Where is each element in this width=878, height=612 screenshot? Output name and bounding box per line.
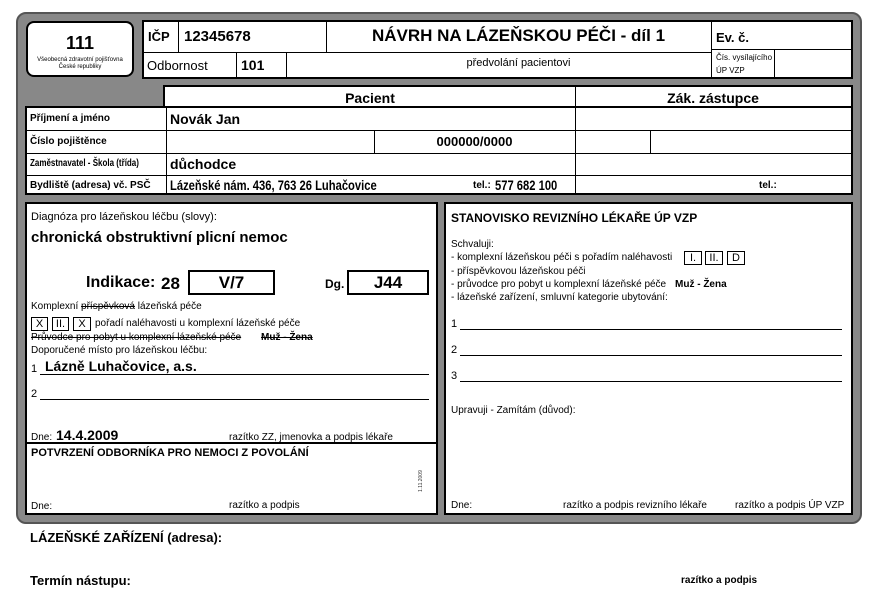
insurer-name-1: Všeobecná zdravotní pojišťovna — [37, 57, 123, 63]
approve-label: Schvaluji: — [451, 239, 494, 250]
indikace-num: 28 — [161, 274, 180, 293]
review-priority-3: D — [727, 251, 745, 265]
place1-value: Lázně Luhačovice, a.s. — [45, 358, 197, 374]
review-stamp-a: razítko a podpis revizního lékaře — [563, 500, 707, 511]
form-title: NÁVRH NA LÁZEŇSKOU PÉČI - díl 1 — [371, 26, 666, 45]
stamp2-label: razítko a podpis — [229, 500, 300, 511]
stamp-label: razítko ZZ, jmenovka a podpis lékaře — [229, 432, 393, 443]
reject-label: Upravuji - Zamítám (důvod): — [451, 405, 576, 416]
escort-sex: Muž - Žena — [261, 332, 313, 343]
care-type: Komplexní příspěvková lázeňská péče — [31, 301, 202, 312]
form-subtitle: předvolání pacientovi — [466, 57, 571, 69]
insurer-box — [26, 21, 134, 77]
patient-header — [163, 85, 853, 108]
priority-box-1: X — [31, 317, 48, 331]
approve-item-2: - příspěvkovou lázeňskou péči — [451, 266, 586, 277]
cis-vys-1: Čís. vysílajícího — [716, 53, 773, 62]
right-panel — [444, 202, 853, 515]
review-sex: Muž - Žena — [675, 279, 727, 290]
address-value: Lázeňské nám. 436, 763 26 Luhačovice — [170, 177, 377, 193]
left-panel — [25, 202, 438, 515]
diagnosis-label: Diagnóza pro lázeňskou léčbu (slovy): — [31, 211, 217, 223]
review-title: STANOVISKO REVIZNÍHO LÉKAŘE ÚP VZP — [451, 211, 698, 225]
tel2-label: tel.: — [759, 180, 777, 191]
name-value: Novák Jan — [170, 111, 241, 127]
review-line-1-num: 1 — [451, 318, 458, 330]
insurer-code: 111 — [65, 33, 95, 53]
date-value: 14.4.2009 — [56, 427, 119, 443]
tel-value: 577 682 100 — [495, 177, 558, 193]
odbornost-value: 101 — [241, 57, 265, 73]
tel-label: tel.: — [473, 180, 491, 191]
approve-item-1: - komplexní lázeňskou péči s pořadím naléhavosti — [451, 252, 673, 263]
icp-label: IČP — [148, 29, 170, 44]
employer-value: důchodce — [170, 156, 237, 172]
review-priority-2: II. — [705, 251, 723, 265]
priority-box-2: II. — [52, 317, 69, 331]
approve-item-3: - průvodce pro pobyt u komplexní lázeňské péče — [451, 279, 667, 290]
form-code: 1.11.2009 — [418, 470, 424, 492]
ev-label: Ev. č. — [716, 30, 750, 45]
indikace-code: V/7 — [188, 270, 275, 295]
date2-label: Dne: — [31, 501, 53, 512]
place2-num: 2 — [31, 388, 38, 400]
insurer-name-2: České republiky — [58, 64, 102, 70]
review-priority-1: I. — [684, 251, 702, 265]
footer-stamp-label: razítko a podpis — [681, 575, 758, 586]
indikace-label: Indikace: — [86, 274, 156, 291]
priority-box-3: X — [73, 317, 91, 331]
review-line-3-num: 3 — [451, 370, 458, 382]
header-box — [142, 20, 853, 79]
priority-text: pořadí naléhavosti u komplexní lázeňské péče — [95, 318, 301, 329]
icp-value: 12345678 — [184, 28, 251, 45]
place-label: Doporučené místo pro lázeňskou léčbu: — [31, 345, 208, 356]
address-label: Bydliště (adresa) vč. PSČ — [30, 180, 151, 191]
approve-item-4: - lázeňské zařízení, smluvní kategorie ubytování: — [451, 292, 668, 303]
col-patient: Pacient — [345, 90, 395, 106]
odbornost-label: Odbornost — [147, 58, 208, 73]
col-zak-zastupce: Zák. zástupce — [667, 90, 759, 106]
cis-vys-2: ÚP VZP — [716, 66, 745, 75]
date-label: Dne: — [31, 432, 53, 443]
insno-value: 000000/0000 — [436, 134, 513, 149]
review-stamp-b: razítko a podpis ÚP VZP — [735, 500, 845, 511]
facility-label: LÁZEŇSKÉ ZAŘÍZENÍ (adresa): — [30, 530, 223, 545]
dg-label: Dg. — [325, 277, 345, 291]
name-label: Příjmení a jméno — [30, 113, 111, 124]
review-date-label: Dne: — [451, 500, 473, 511]
patient-table — [25, 106, 853, 195]
employer-label: Zaměstnavatel - Škola (třída) — [30, 158, 139, 169]
insno-label: Číslo pojištěnce — [30, 136, 107, 147]
dg-value: J44 — [347, 270, 429, 295]
review-line-2-num: 2 — [451, 344, 458, 356]
occupational-title: POTVRZENÍ ODBORNÍKA PRO NEMOCI Z POVOLÁNÍ — [31, 447, 309, 459]
diagnosis-value: chronická obstruktivní plicní nemoc — [31, 229, 288, 246]
term-label: Termín nástupu: — [30, 573, 131, 588]
place1-num: 1 — [31, 363, 38, 375]
escort-text: Průvodce pro pobyt u komplexní lázeňské péče — [31, 332, 242, 343]
